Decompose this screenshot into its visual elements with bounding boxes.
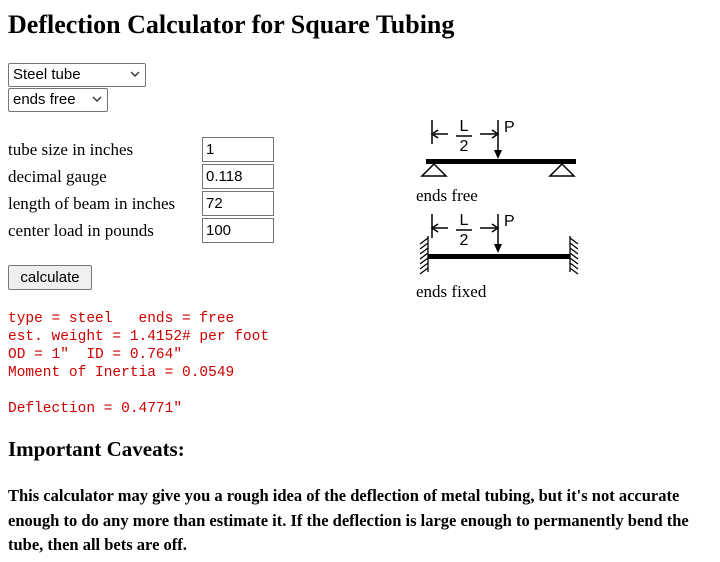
beam <box>426 159 576 164</box>
chevron-down-icon <box>129 68 141 80</box>
material-select-value: Steel tube <box>13 66 81 83</box>
result-moment: Moment of Inertia = 0.0549 <box>8 365 235 381</box>
load-arrow-icon <box>494 244 502 253</box>
span-numerator: L <box>459 118 469 135</box>
pin-support-icon <box>550 164 574 176</box>
result-deflection: Deflection = 0.4771" <box>8 401 183 417</box>
chevron-down-icon <box>91 93 103 105</box>
caveats-text: This calculator may give you a rough idea of the deflection of metal tubing, but it's not accurate enough to do any more than estimate it. If the deflection is large enough to permanently bend the tube, then all bets are off. <box>8 486 689 554</box>
beam <box>428 254 570 259</box>
load-label: P <box>504 213 515 230</box>
material-select[interactable] <box>8 63 146 87</box>
ends-free-diagram <box>414 112 584 184</box>
result-weight: est. weight = 1.4152# per foot <box>8 329 270 345</box>
load-label: center load in pounds <box>8 221 154 240</box>
fixed-wall-icon <box>420 236 428 274</box>
span-numerator: L <box>459 212 469 229</box>
caveats-heading: Important Caveats: <box>8 437 185 461</box>
gauge-label: decimal gauge <box>8 167 107 186</box>
gauge-input[interactable]: 0.118 <box>202 164 274 189</box>
ends-select[interactable] <box>8 88 108 112</box>
result-diameters: OD = 1" ID = 0.764" <box>8 347 183 363</box>
span-denominator: 2 <box>459 138 469 155</box>
pin-support-icon <box>422 164 446 176</box>
fixed-wall-icon <box>570 236 578 274</box>
ends-free-caption: ends free <box>416 186 478 205</box>
calculate-button[interactable]: calculate <box>8 265 92 290</box>
page-title: Deflection Calculator for Square Tubing <box>8 10 455 39</box>
result-type: type = steel ends = free <box>8 311 235 327</box>
load-arrow-icon <box>494 150 502 159</box>
load-label: P <box>504 119 515 136</box>
length-input[interactable]: 72 <box>202 191 274 216</box>
tube-size-label: tube size in inches <box>8 140 134 159</box>
load-input[interactable]: 100 <box>202 218 274 243</box>
tube-size-input[interactable]: 1 <box>202 137 274 162</box>
length-label: length of beam in inches <box>8 194 176 213</box>
ends-fixed-caption: ends fixed <box>416 282 487 301</box>
ends-select-value: ends free <box>13 91 76 108</box>
span-denominator: 2 <box>459 232 469 249</box>
ends-fixed-diagram <box>414 206 586 278</box>
